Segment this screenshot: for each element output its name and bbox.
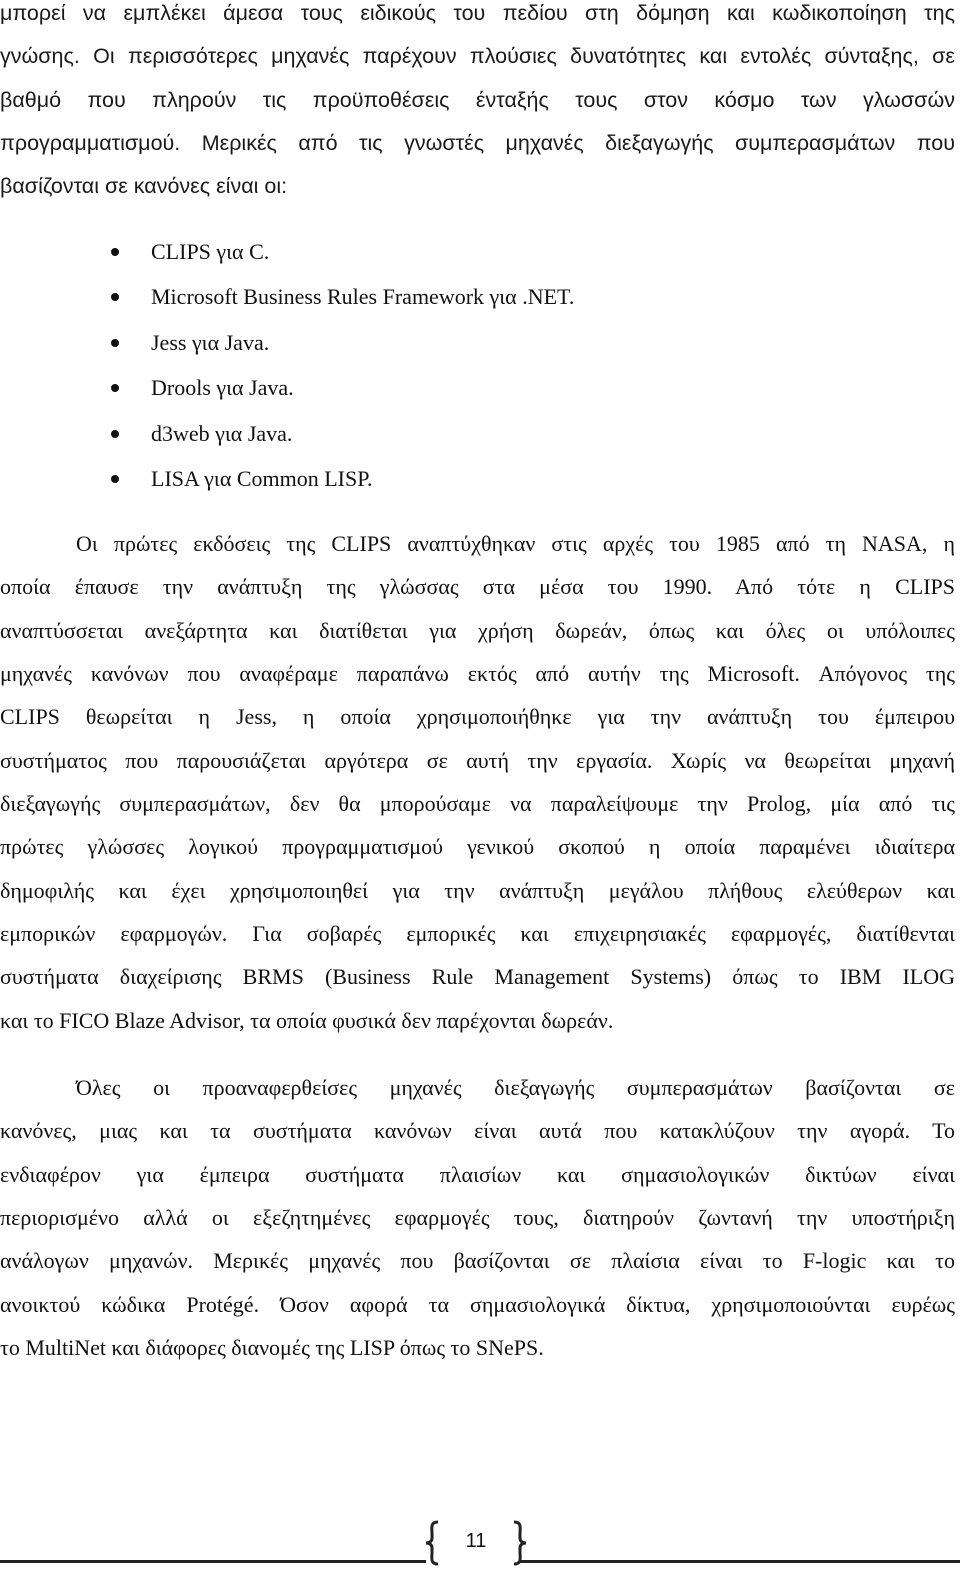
bullet-text: d3web για Java.	[151, 420, 293, 446]
bullet-dot-icon	[111, 293, 119, 301]
bullet-item	[108, 323, 574, 368]
left-brace-icon	[424, 1520, 440, 1566]
bullet-dot-icon	[111, 248, 119, 256]
paragraph-line: διεξαγωγής συμπερασμάτων, δεν θα μπορούσαμε να παραλείψουμε την Prolog, μία από τις	[0, 791, 955, 817]
intro-line: γνώσης. Οι περισσότερες μηχανές παρέχουν πλούσιες δυνατότητες και εντολές σύνταξης, σε	[0, 44, 955, 69]
paragraph-line: δημοφιλής και έχει χρησιμοποιηθεί για την ανάπτυξη μεγάλου πλήθους ελεύθερων και	[0, 877, 955, 903]
bullet-dot-icon	[111, 384, 119, 392]
paragraph-line: το MultiNet και διάφορες διανομές της LISP όπως το SNePS.	[0, 1335, 544, 1361]
page-number: 11	[465, 1530, 487, 1552]
paragraph-line: αναπτύσσεται ανεξάρτητα και διατίθεται για χρήση δωρεάν, όπως και όλες οι υπόλοιπες	[0, 617, 955, 643]
paragraph-line: Όλες οι προαναφερθείσες μηχανές διεξαγωγής συμπερασμάτων βασίζονται σε	[76, 1075, 955, 1100]
paragraph-line: κανόνες, μιας και τα συστήματα κανόνων είναι αυτά που κατακλύζουν την αγορά. Το	[0, 1118, 955, 1144]
paragraph-line: συστήματα διαχείρισης BRMS (Business Rule Management Systems) όπως το IBM ILOG	[0, 964, 955, 990]
paragraph-line: πρώτες γλώσσες λογικού προγραμματισμού γενικού σκοπού η οποία παραμένει ιδιαίτερα	[0, 834, 955, 860]
bullet-dot-icon	[111, 430, 119, 438]
bullet-text: CLIPS για C.	[151, 239, 270, 264]
paragraph-line: μηχανές κανόνων που αναφέραμε παραπάνω εκτός από αυτήν της Microsoft. Απόγονος της	[0, 661, 955, 687]
paragraph-line: ανοικτού κώδικα Protégé. Όσον αφορά τα σημασιολογικά δίκτυα, χρησιμοποιούνται ευρέως	[0, 1291, 955, 1317]
bullet-item	[108, 414, 574, 459]
paragraph-line: ενδιαφέρον για έμπειρα συστήματα πλαισίων και σημασιολογικών δικτύων είναι	[0, 1161, 955, 1187]
bullet-text: LISA για Common LISP.	[151, 465, 373, 491]
intro-paragraph	[0, 0, 955, 208]
bullet-item	[108, 368, 574, 413]
bullet-dot-icon	[111, 475, 119, 483]
clips-history-paragraph	[0, 522, 955, 1042]
paragraph-line: εμπορικών εφαρμογών. Για σοβαρές εμπορικές και επιχειρησιακές εφαρμογές, διατίθενται	[0, 921, 955, 947]
paragraph-line: Οι πρώτες εκδόσεις της CLIPS αναπτύχθηκαν στις αρχές του 1985 από τη NASA, η	[76, 531, 955, 556]
bullet-dot-icon	[111, 339, 119, 347]
bullet-item	[108, 232, 574, 277]
bullet-text: Microsoft Business Rules Framework για .NET.	[151, 284, 575, 310]
paragraph-line: και το FICO Blaze Advisor, τα οποία φυσικά δεν παρέχονται δωρεάν.	[0, 1007, 614, 1033]
bullet-item	[108, 277, 574, 322]
bullet-item	[108, 459, 574, 504]
paragraph-line: CLIPS θεωρείται η Jess, η οποία χρησιμοποιήθηκε για την ανάπτυξη του έμπειρου	[0, 704, 955, 730]
engine-bullet-list	[108, 232, 574, 504]
footer-rule-right	[520, 1560, 960, 1563]
footer-rule-left	[0, 1560, 426, 1563]
intro-line: βασίζονται σε κανόνες είναι οι:	[0, 174, 288, 199]
page-footer	[0, 1520, 960, 1568]
intro-line: βαθμό που πληρούν τις προϋποθέσεις ένταξής τους στον κόσμο των γλωσσών	[0, 87, 955, 112]
intro-line: προγραμματισμού. Μερικές από τις γνωστές μηχανές διεξαγωγής συμπερασμάτων που	[0, 130, 955, 155]
paragraph-line: ανάλογων μηχανών. Μερικές μηχανές που βασίζονται σε πλαίσια είναι το F-logic και το	[0, 1248, 955, 1274]
paragraph-line: συστήματος που παρουσιάζεται αργότερα σε αυτή την εργασία. Χωρίς να θεωρείται μηχανή	[0, 747, 955, 773]
paragraph-line: περιορισμένο αλλά οι εξεζητημένες εφαρμογές τους, διατηρούν ζωντανή την υποστήριξη	[0, 1205, 955, 1231]
bullet-text: Drools για Java.	[151, 375, 294, 401]
rule-engines-paragraph	[0, 1066, 955, 1369]
paragraph-line: οποία έπαυσε την ανάπτυξη της γλώσσας στα μέσα του 1990. Από τότε η CLIPS	[0, 574, 955, 600]
bullet-text: Jess για Java.	[151, 329, 270, 355]
intro-line: μπορεί να εμπλέκει άμεσα τους ειδικούς του πεδίου στη δόμηση και κωδικοποίηση της	[0, 1, 955, 25]
